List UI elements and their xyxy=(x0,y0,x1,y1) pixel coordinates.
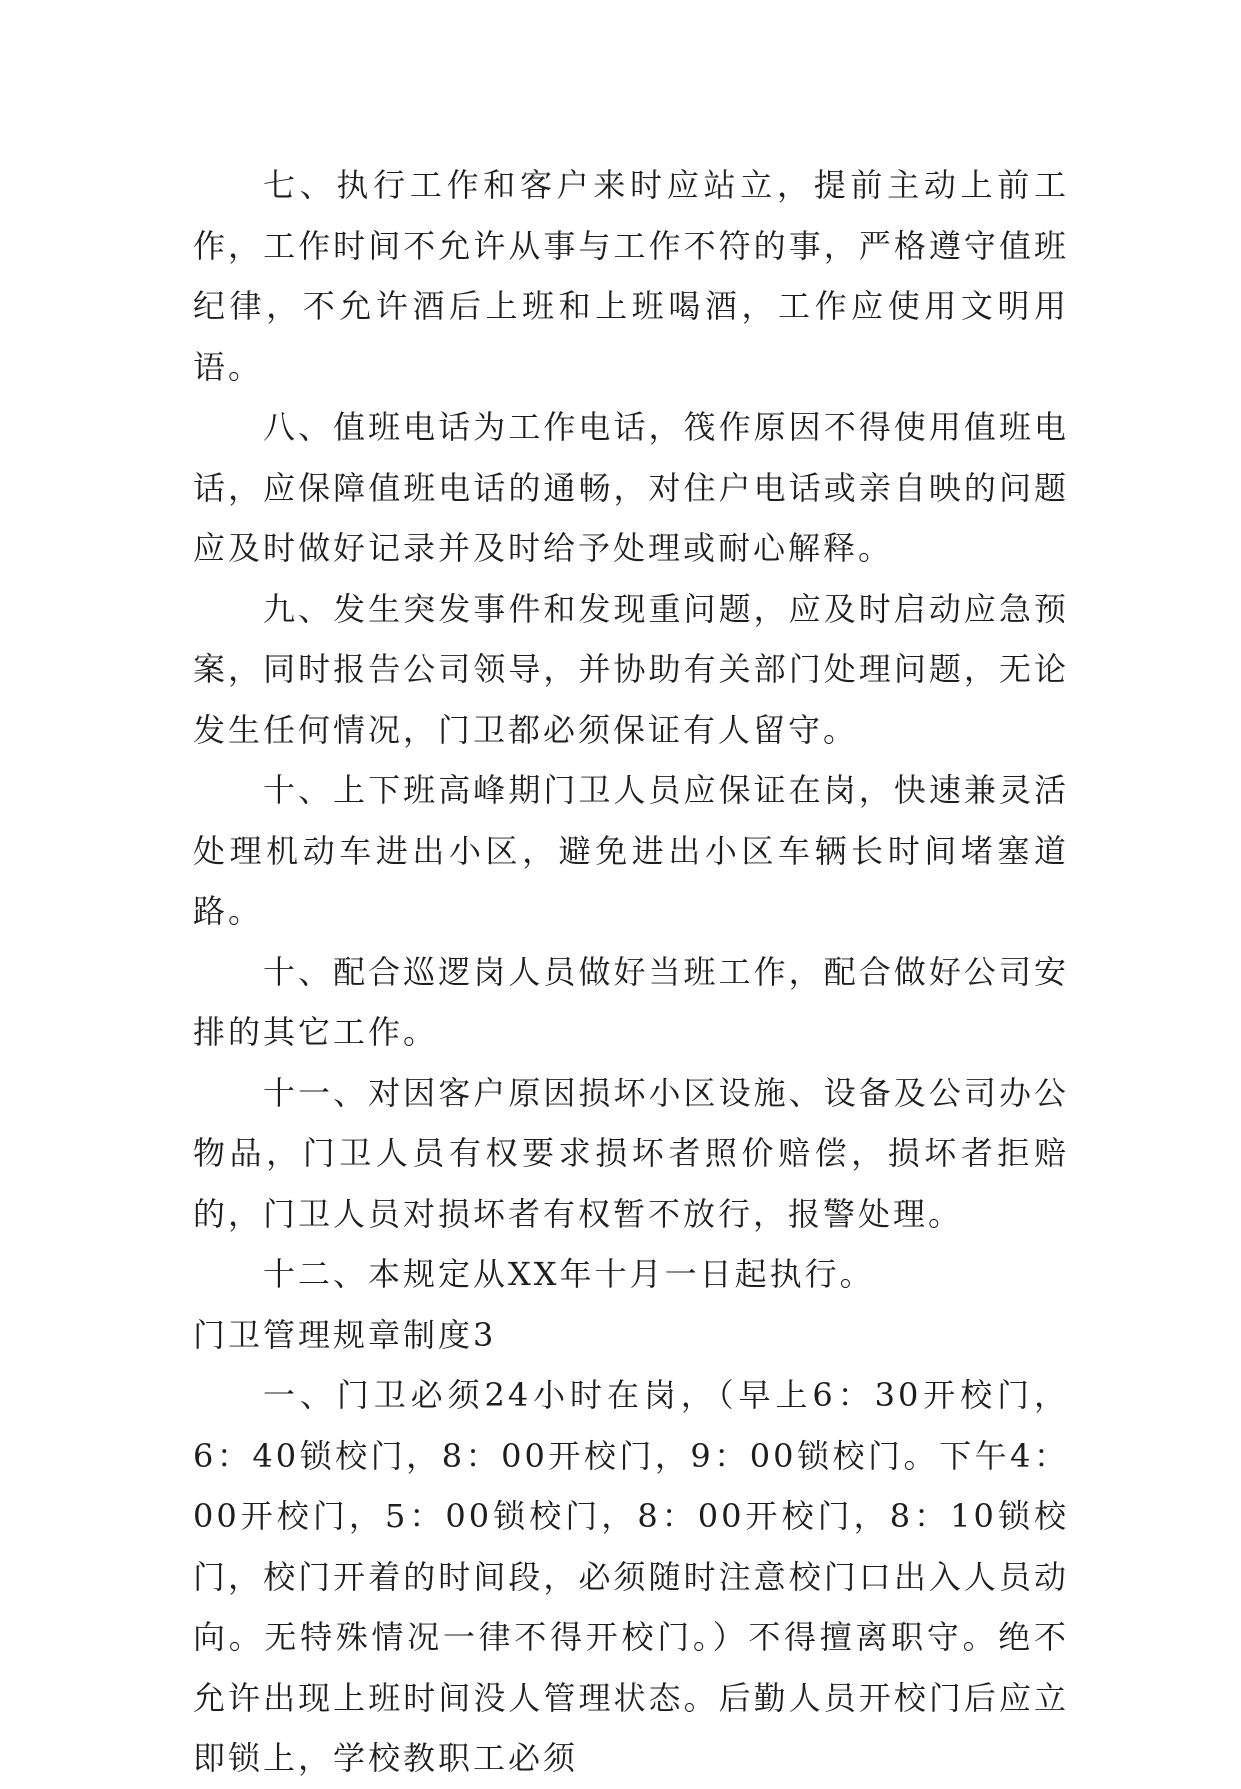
paragraph-rule-12: 十二、本规定从XX年十月一日起执行。 xyxy=(263,1255,875,1293)
paragraph-rule-9: 九、发生突发事件和发现重问题，应及时启动应急预案，同时报告公司领导，并协助有关部门处理问题，无论发生任何情况，门卫都必须保证有人留守。 xyxy=(193,589,1069,749)
section-title: 门卫管理规章制度3 xyxy=(193,1315,497,1354)
paragraph-section3-rule-1: 一、门卫必须24小时在岗，（早上6：30开校门，6：40锁校门，8：00开校门，9：00锁校门。下午4：00开校门，5：00锁校门，8：00开校门，8：10锁校门，校门开着的时间段，必须随时注意校门口出入人员动向。无特殊情况一律不得开校门。）不得擅离职守。绝不允许出现上班时间没人管理状态。后勤人员开校门后应立即锁上，学校教职工必须 xyxy=(193,1376,1069,1777)
paragraph-rule-8: 八、值班电话为工作电话，筏作原因不得使用值班电话，应保障值班电话的通畅，对住户电话或亲自映的问题应及时做好记录并及时给予处理或耐心解释。 xyxy=(193,408,1069,567)
document-body xyxy=(193,155,1069,1789)
paragraph-rule-11: 十一、对因客户原因损坏小区设施、设备及公司办公物品，门卫人员有权要求损坏者照价赔偿，损坏者拒赔的，门卫人员对损坏者有权暂不放行，报警处理。 xyxy=(193,1073,1069,1233)
paragraph-rule-7: 七、执行工作和客户来时应站立，提前主动上前工作，工作时间不允许从事与工作不符的事，严格遵守值班纪律，不允许酒后上班和上班喝酒，工作应使用文明用语。 xyxy=(193,166,1069,386)
paragraph-rule-10: 十、上下班高峰期门卫人员应保证在岗，快速兼灵活处理机动车进出小区，避免进出小区车辆长时间堵塞道路。 xyxy=(193,771,1069,930)
paragraph-rule-10b: 十、配合巡逻岗人员做好当班工作，配合做好公司安排的其它工作。 xyxy=(193,952,1069,1051)
